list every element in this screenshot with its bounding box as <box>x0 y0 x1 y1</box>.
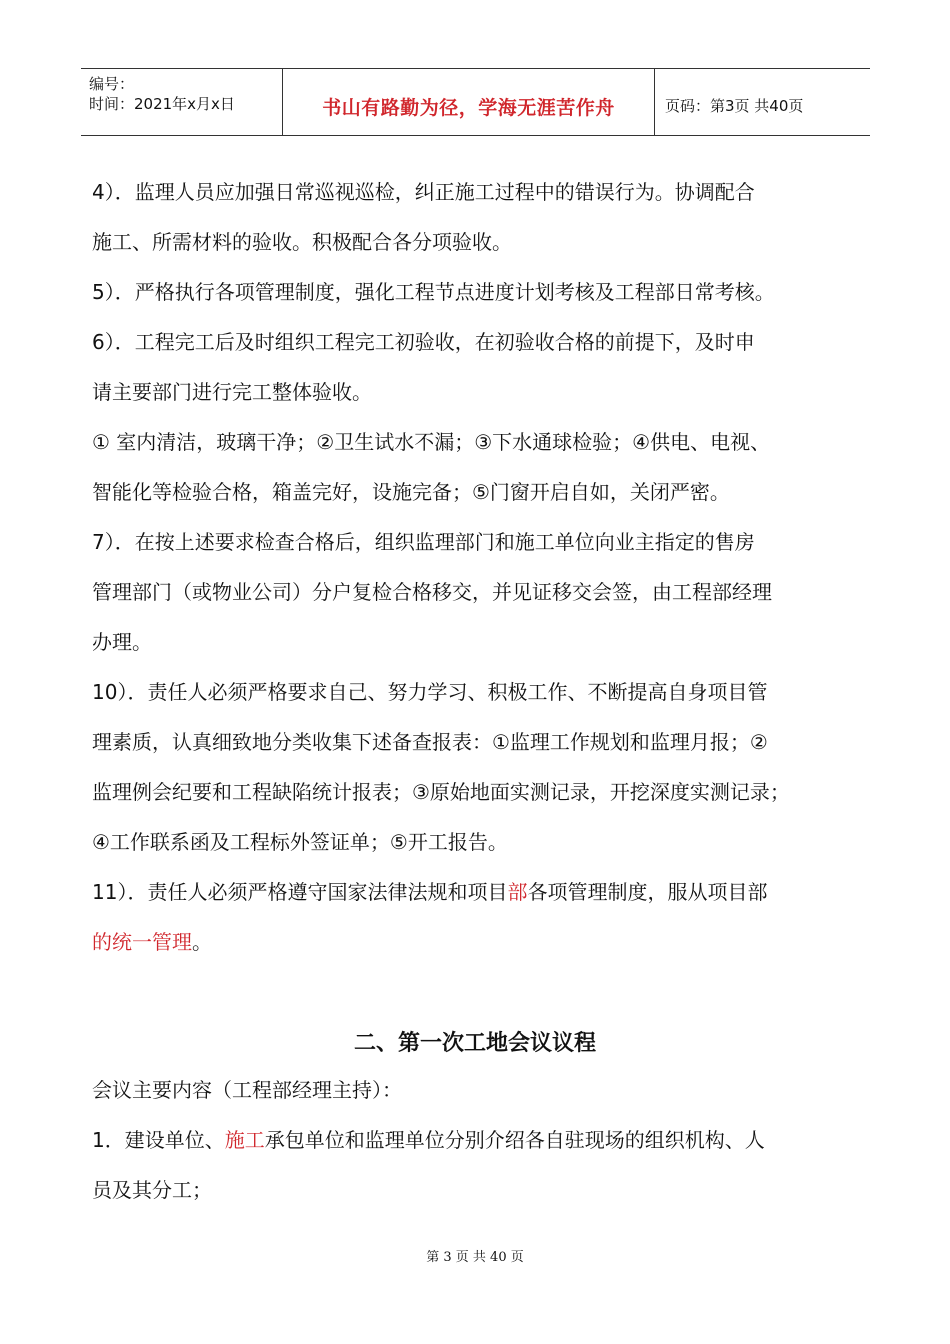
paragraph-line: 5）．严格执行各项管理制度，强化工程节点进度计划考核及工程部日常考核。 <box>92 280 775 304</box>
paragraph-line: 智能化等检验合格，箱盖完好，设施完备；⑤门窗开启自如，关闭严密。 <box>92 480 730 504</box>
paragraph-line: 管理部门（或物业公司）分户复检合格移交，并见证移交会签，由工程部经理 <box>92 580 772 604</box>
paragraph-line <box>92 1126 765 1154</box>
header-cell-meta <box>81 69 283 135</box>
paragraph-line <box>92 928 212 956</box>
paragraph-line: 请主要部门进行完工整体验收。 <box>92 380 372 404</box>
paragraph-line: 施工、所需材料的验收。积极配合各分项验收。 <box>92 230 512 254</box>
header-page-info: 页码：第3页 共40页 <box>665 97 804 115</box>
header-motto: 书山有路勤为径，学海无涯苦作舟 <box>322 97 615 119</box>
paragraph-line: 6）．工程完工后及时组织工程完工初验收，在初验收合格的前提下，及时申 <box>92 330 755 354</box>
line-text: 。 <box>192 930 212 954</box>
page-footer: 第 3 页 共 40 页 <box>426 1250 524 1265</box>
paragraph-line: 员及其分工； <box>92 1178 212 1202</box>
paragraph-line: 7）．在按上述要求检查合格后，组织监理部门和施工单位向业主指定的售房 <box>92 530 755 554</box>
line-text-red: 部 <box>507 880 528 904</box>
line-text: 各项管理制度，服从项目部 <box>527 880 768 904</box>
paragraph-line: 10）．责任人必须严格要求自己、努力学习、积极工作、不断提高自身项目管 <box>92 680 768 704</box>
document-date-label: 时间：2021年x月x日 <box>89 95 235 113</box>
paragraph-line: 办理。 <box>92 630 152 654</box>
line-text: 1．建设单位、 <box>92 1128 225 1152</box>
header-cell-motto <box>283 69 655 135</box>
section-heading: 二、第一次工地会议议程 <box>353 1031 596 1056</box>
paragraph-line: 会议主要内容（工程部经理主持）： <box>92 1078 402 1102</box>
paragraph-line: ① 室内清洁，玻璃干净；②卫生试水不漏；③下水通球检验；④供电、电视、 <box>92 430 771 454</box>
document-header-table <box>81 68 870 136</box>
paragraph-line: 监理例会纪要和工程缺陷统计报表；③原始地面实测记录，开挖深度实测记录； <box>92 780 790 804</box>
line-text: 承包单位和监理单位分别介绍各自驻现场的组织机构、人 <box>264 1128 765 1152</box>
line-text-red: 施工 <box>224 1128 265 1152</box>
paragraph-line: 理素质，认真细致地分类收集下述备查报表：①监理工作规划和监理月报；② <box>92 730 768 754</box>
paragraph-line: ④工作联系函及工程标外签证单；⑤开工报告。 <box>92 830 508 854</box>
header-cell-page <box>655 69 870 135</box>
paragraph-line <box>92 878 767 906</box>
line-text: 11）．责任人必须严格遵守国家法律法规和项目 <box>92 880 508 904</box>
paragraph-line: 4）．监理人员应加强日常巡视巡检，纠正施工过程中的错误行为。协调配合 <box>92 180 755 204</box>
line-text-red: 的统一管理 <box>92 930 192 954</box>
document-number-label: 编号： <box>89 75 135 93</box>
